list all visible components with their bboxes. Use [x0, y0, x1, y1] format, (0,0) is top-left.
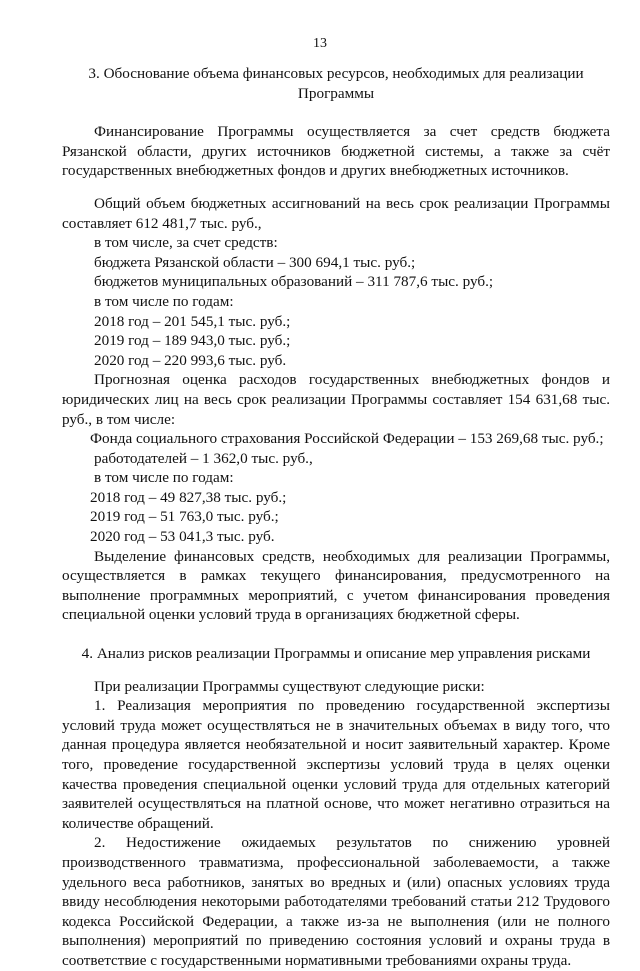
budget-line: 2018 год – 201 545,1 тыс. руб.;: [94, 312, 291, 330]
total-budget-paragraph: Общий объем бюджетных ассигнований на весь срок реализации Программы составляет 612 481,7 тыс. руб.,: [62, 194, 610, 232]
risk-1-paragraph: 1. Реализация мероприятия по проведению государственной экспертизы условий труда может осуществляться не в значительных объемах в виду того, что данная процедура является необязательной и носит заявительный характер. Кроме того, проведение государственной экспертизы условий труда в целях оценки качества проведения специальной оценки условий труда для отдельных категорий заявителей осуществляться на платной основе, что может негативно отразиться на количестве обращений.: [62, 697, 610, 832]
budget-line: 2020 год – 220 993,6 тыс. руб.: [94, 351, 287, 369]
extrabudgetary-line: 2020 год – 53 041,3 тыс. руб.: [90, 528, 275, 546]
budget-line: бюджетов муниципальных образований – 311 787,6 тыс. руб.;: [94, 273, 494, 291]
financing-paragraph: Финансирование Программы осуществляется за счет средств бюджета Рязанской области, других источников бюджетной системы, а также за счёт государственных внебюджетных фондов и других внебюджетных источников.: [62, 123, 610, 180]
budget-line: в том числе по годам:: [94, 292, 234, 310]
section-3-heading-line-2: Программы: [297, 84, 375, 102]
extrabudgetary-line: в том числе по годам:: [94, 469, 234, 487]
page-number: 13: [313, 36, 327, 51]
section-3-heading: [62, 64, 610, 103]
budget-line: 2019 год – 189 943,0 тыс. руб.;: [94, 332, 291, 350]
extrabudgetary-paragraph: Прогнозная оценка расходов государственных внебюджетных фондов и юридических лиц на весь срок реализации Программы составляет 154 631,68 тыс. руб., в том числе:: [62, 371, 610, 428]
extrabudgetary-line: Фонда социального страхования Российской Федерации – 153 269,68 тыс. руб.;: [90, 430, 604, 448]
funding-allocation-paragraph: Выделение финансовых средств, необходимых для реализации Программы, осуществляется в рамках текущего финансирования, предусмотренного на выполнение программных мероприятий, с учетом финансирования проведения специальной оценки условий труда в организациях бюджетной сферы.: [62, 547, 610, 624]
extrabudgetary-line: 2019 год – 51 763,0 тыс. руб.;: [90, 508, 279, 526]
risk-2-paragraph: 2. Недостижение ожидаемых результатов по снижению уровней производственного травматизма, профессиональной заболеваемости, а также удельного веса работников, занятых во вредных и (или) опасных условиях труда ввиду несоблюдения некоторыми работодателями требований статьи 212 Трудового кодекса Российской Федерации, а также из-за не выполнения (или не полного выполнения) мероприятий по приведению состояния условий и охраны труда в соответствие с государственными нормативными требованиями охраны труда.: [62, 834, 610, 969]
budget-line: в том числе, за счет средств:: [94, 234, 278, 252]
risks-intro: При реализации Программы существуют следующие риски:: [94, 677, 485, 695]
budget-line: бюджета Рязанской области – 300 694,1 тыс. руб.;: [94, 253, 416, 271]
extrabudgetary-line: 2018 год – 49 827,38 тыс. руб.;: [90, 488, 287, 506]
section-3-heading-line-1: 3. Обоснование объема финансовых ресурсов, необходимых для реализации: [88, 65, 584, 82]
budget-breakdown-list: [62, 233, 610, 370]
extrabudgetary-line: работодателей – 1 362,0 тыс. руб.,: [94, 449, 313, 467]
document-page: [62, 64, 610, 971]
extrabudgetary-breakdown-list: [62, 429, 610, 547]
section-4-heading: 4. Анализ рисков реализации Программы и описание мер управления рисками: [81, 645, 591, 663]
